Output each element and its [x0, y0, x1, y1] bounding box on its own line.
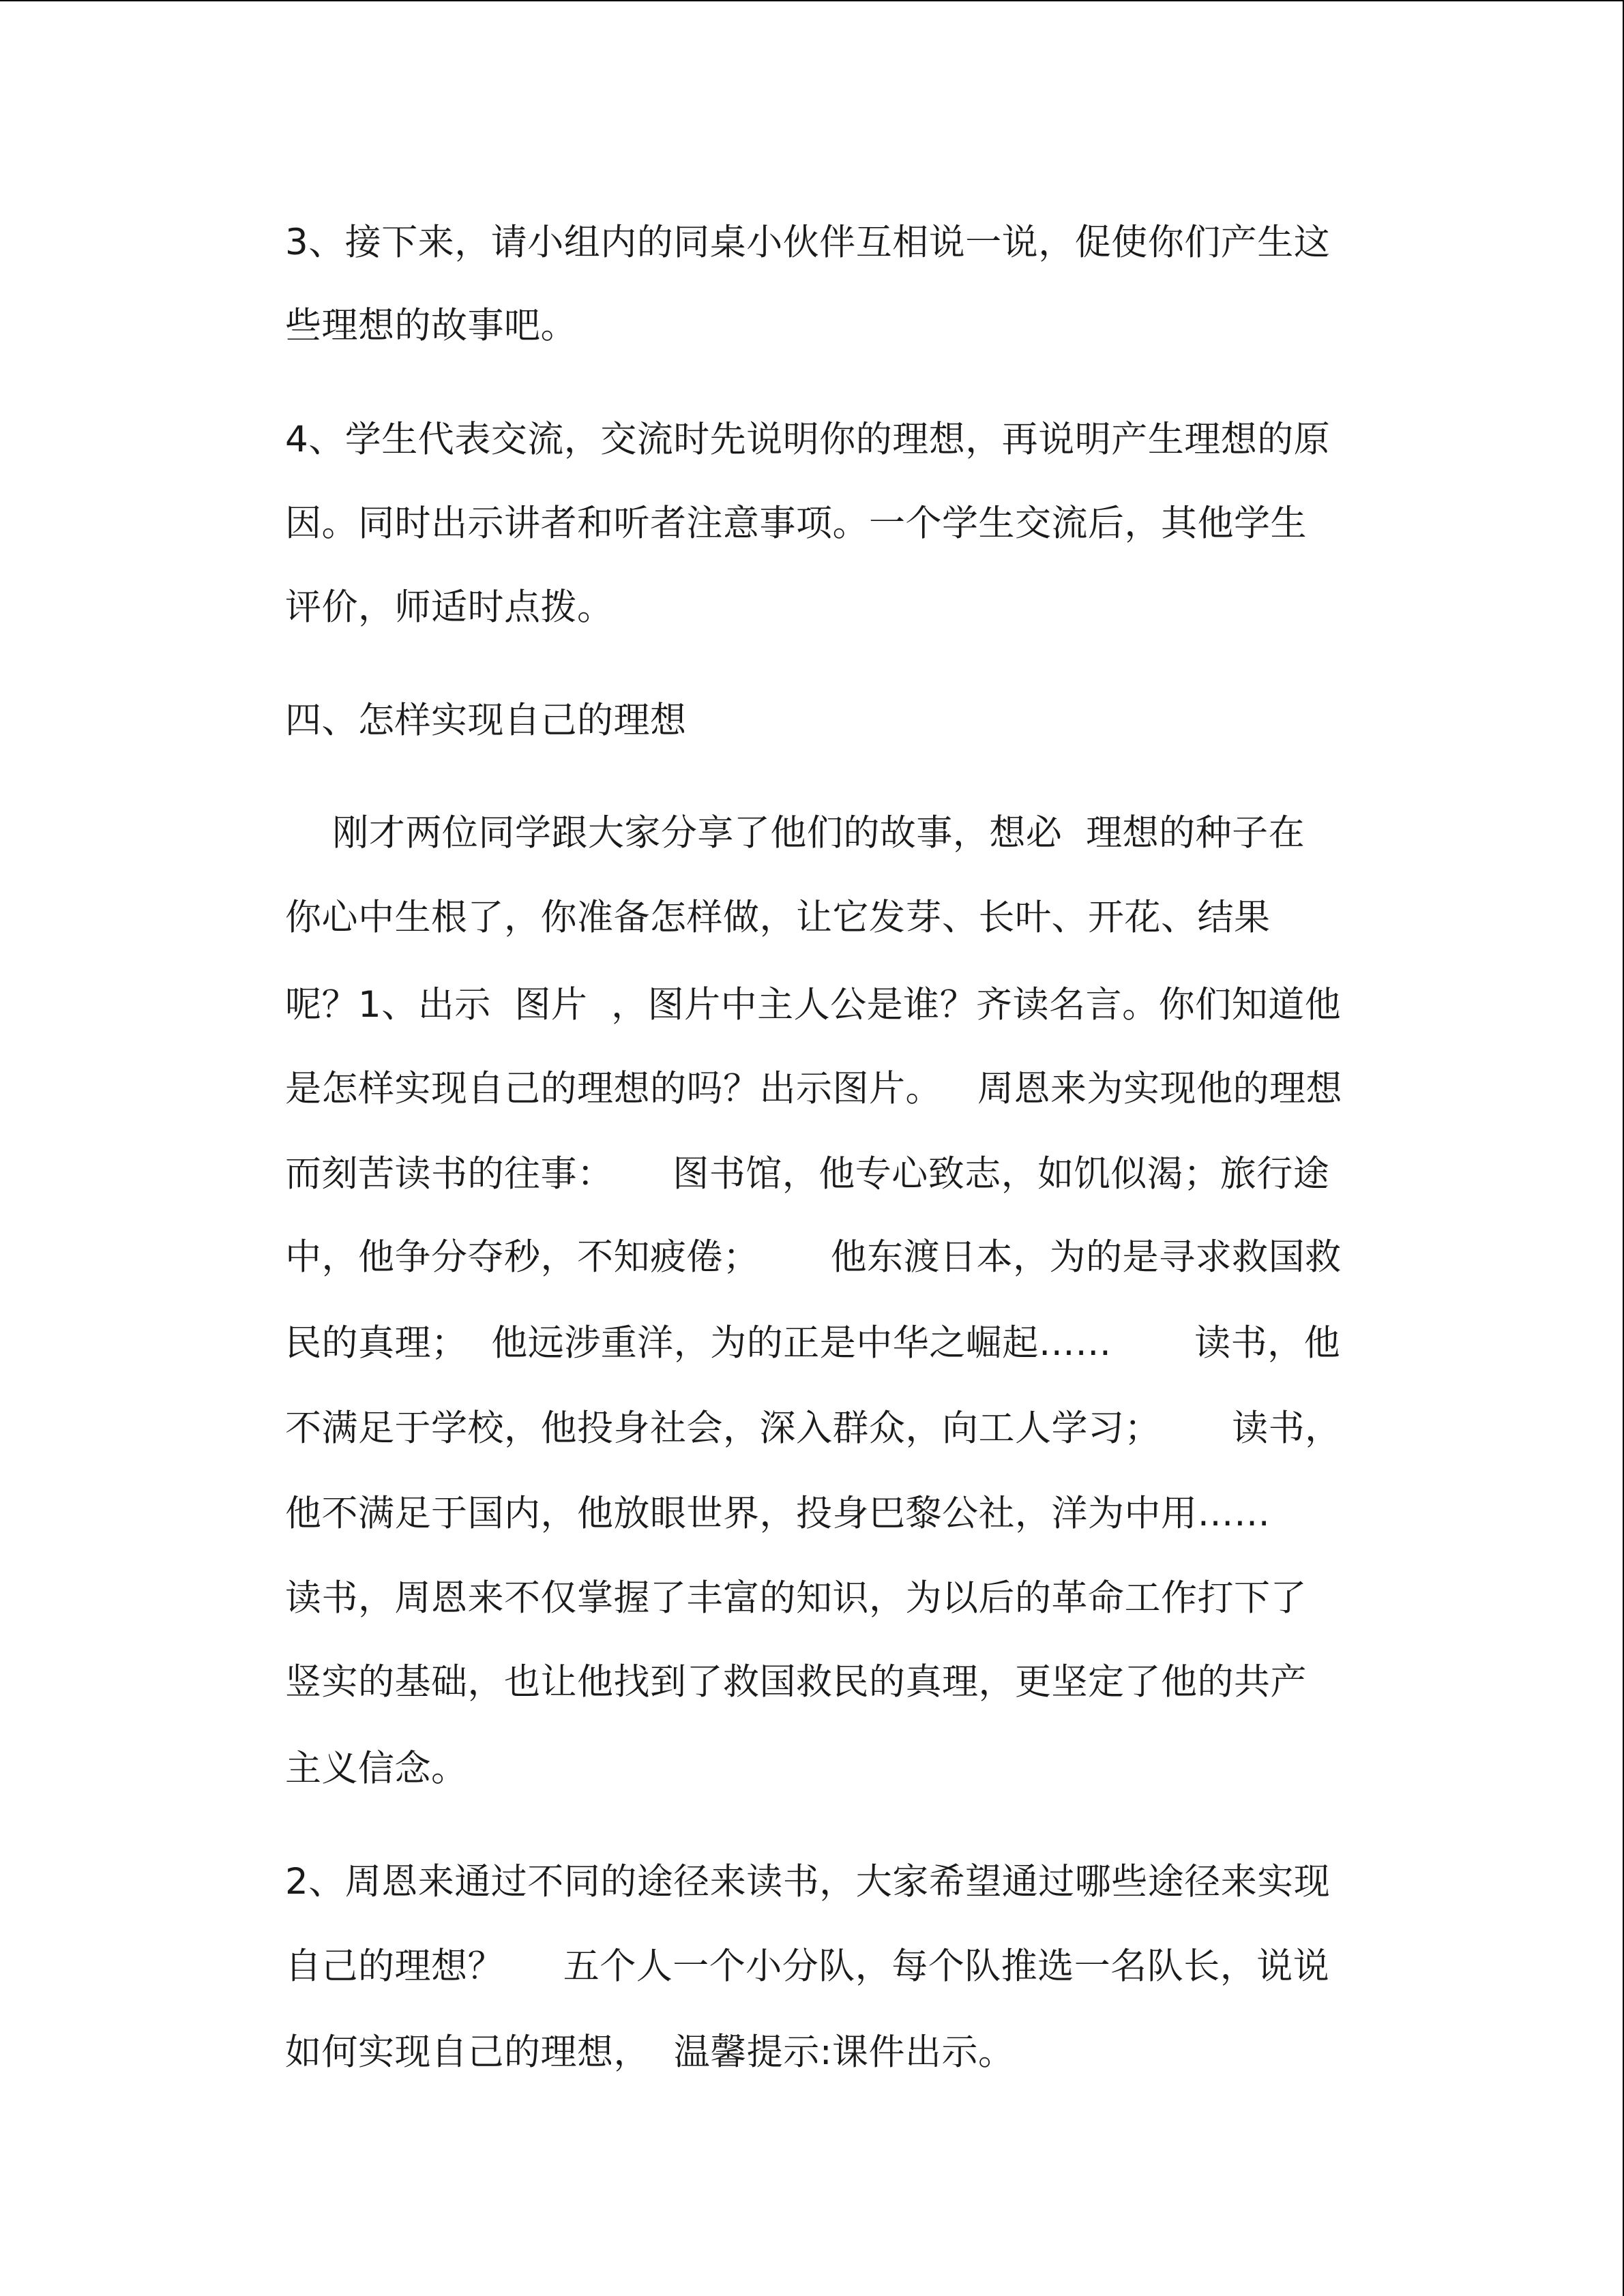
text-line-16: 读书，周恩来不仅掌握了丰富的知识，为以后的革命工作打下了	[285, 1577, 1307, 1619]
text-line-14: 不满足于学校，他投身社会，深入群众，向工人学习； 读书，	[285, 1407, 1342, 1449]
text-line-17: 竖实的基础，也让他找到了救国救民的真理，更坚定了他的共产	[285, 1661, 1307, 1703]
text-line-4: 因。同时出示讲者和听者注意事项。一个学生交流后，其他学生	[285, 503, 1307, 544]
text-line-5: 评价，师适时点拨。	[285, 586, 614, 628]
section-heading: 四、怎样实现自己的理想	[285, 700, 687, 741]
text-line-18: 主义信念。	[285, 1748, 468, 1789]
text-line-3: 4、学生代表交流，交流时先说明你的理想，再说明产生理想的原	[285, 419, 1331, 460]
text-line-21: 如何实现自己的理想， 温馨提示:课件出示。	[285, 2031, 1015, 2073]
text-line-10: 是怎样实现自己的理想的吗？出示图片。 周恩来为实现他的理想	[285, 1068, 1343, 1109]
text-line-13: 民的真理； 他远涉重洋，为的正是中华之崛起…… 读书，他	[285, 1322, 1341, 1364]
text-line-2: 些理想的故事吧。	[285, 305, 577, 346]
text-line-9: 呢？1、出示 图片 ，图片中主人公是谁？齐读名言。你们知道他	[285, 984, 1342, 1026]
text-line-20: 自己的理想？ 五个人一个小分队，每个队推选一名队长，说说	[285, 1945, 1330, 1987]
text-line-1: 3、接下来，请小组内的同桌小伙伴互相说一说，促使你们产生这	[285, 222, 1331, 263]
text-line-19: 2、周恩来通过不同的途径来读书，大家希望通过哪些途径来实现	[285, 1861, 1331, 1903]
text-line-12: 中，他争分夺秒，不知疲倦； 他东渡日本，为的是寻求救国救	[285, 1236, 1342, 1278]
text-line-15: 他不满足于国内，他放眼世界，投身巴黎公社，洋为中用……	[285, 1493, 1271, 1534]
text-line-7: 刚才两位同学跟大家分享了他们的故事，想必 理想的种子在	[285, 812, 1305, 854]
text-line-8: 你心中生根了，你准备怎样做，让它发芽、长叶、开花、结果	[285, 897, 1271, 938]
text-line-11: 而刻苦读书的往事： 图书馆，他专心致志，如饥似渴；旅行途	[285, 1153, 1330, 1195]
